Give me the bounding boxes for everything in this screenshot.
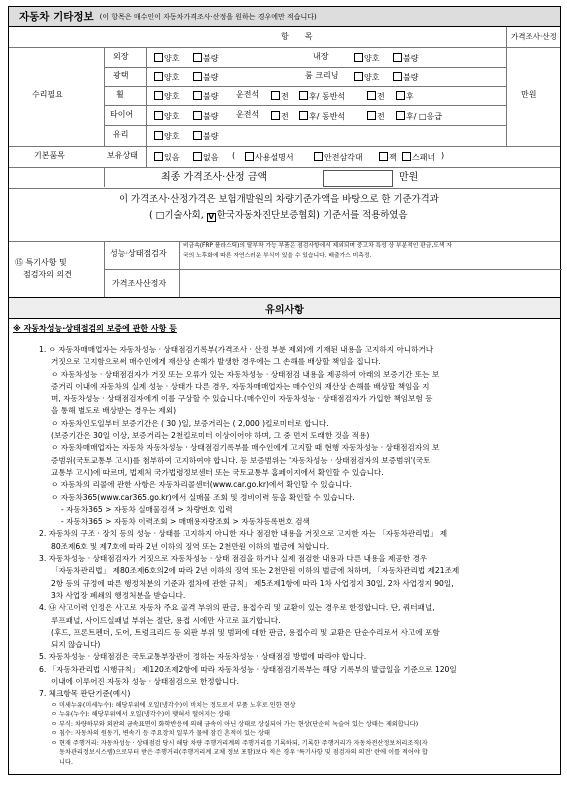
close-paren: ) (441, 151, 445, 160)
interior-label: 내장 (313, 52, 329, 61)
check-mark-icon: V (208, 213, 214, 221)
notice-item: 5. 자동차성능 · 상태점검은 국토교통부장관이 정하는 자동차성능 · 상태점검 방법에 따라야 합니다. (39, 652, 367, 662)
checkbox-icon (396, 111, 405, 120)
checkbox-icon (271, 111, 280, 120)
spanner-option[interactable]: 스패너 (402, 152, 435, 162)
repair-unit: 만원 (521, 90, 537, 99)
notice-item: 3. 자동차성능 · 상태점검자가 거짓으로 자동차성능 · 상태 점검을 하거나 실제 점검한 내용과 다른 내용을 제공한 경우 (39, 554, 428, 564)
checkbox-icon (193, 152, 202, 161)
notice-subtitle: ※ 자동차성능·상태점검의 보증에 관한 사항 등 (13, 324, 177, 333)
checkbox-icon (154, 111, 163, 120)
tire-driver-front-option[interactable]: 전 (271, 111, 289, 121)
gloss-label: 광택 (113, 71, 129, 80)
notice-item: 3차 사업장 폐쇄의 행정처분을 받습니다. (51, 590, 186, 600)
notice-item: 증거리 이내에 자동차의 실제 성능 · 상태가 다른 경우, 자동차매매업자는 매수인의 재산상 손해를 배상할 책임을 지 (51, 381, 430, 391)
wheel-driver-label: 운전석 (236, 90, 260, 99)
notice-item: 2항 등의 규정에 따른 행정처분의 기준과 절차에 관한 규칙」 제5조제1항에 따라 1차 사업정지 30일, 2차 사업정지 90일, (51, 578, 454, 588)
glass-bad-option[interactable]: 불량 (193, 131, 218, 141)
checkbox-icon (154, 152, 163, 161)
criteria-item: ㅇ 현재 주행거리: 자동차성능 · 상태점검 당시 해당 차량 주행거리계의 주행거리를 기록하되, 기록한 주행거리가 자동차전산정보처리조직(자 (51, 739, 428, 747)
notice-item: 루프패널, 사이드실패널 부위는 절단, 용접 시에만 사고로 표기합니다. (51, 615, 281, 625)
checkbox-icon (193, 91, 202, 100)
notice-item: ㅇ 자동차성능 · 상태점검자가 거짓 또는 오류가 있는 자동차성능 · 상태점검 내용을 제공하여 아래의 보증기간 또는 보 (51, 369, 440, 379)
checkbox-icon (402, 152, 411, 161)
wheel-driver-rear-option[interactable]: 후/ 동반석 (299, 91, 345, 101)
price-header: 가격조사·산정 (511, 32, 557, 41)
notice-item: ㅇ 자동차인도일부터 보증기간은 ( 30 )일, 보증거리는 ( 2,000 )킬로미터로 합니다. (51, 418, 329, 428)
glass-label: 유리 (113, 130, 129, 139)
checkbox-icon (154, 53, 163, 62)
notice-item: 며, 자동차성능 · 상태점검자에게 이를 구상할 수 있습니다.(매수인이 자동차성능 · 상태점검자가 가입한 책임보험 등 (51, 394, 433, 404)
total-price-input[interactable] (323, 170, 393, 187)
criteria-item: ㅇ 미세누유(미세누수): 해당부위에 오일(냉각수)이 비치는 정도로서 부품 노후로 인한 현상 (51, 701, 296, 709)
room-bad-option[interactable]: 불량 (393, 72, 418, 82)
wheel-driver-front-option[interactable]: 전 (271, 91, 289, 101)
jack-option[interactable]: 잭 (379, 152, 397, 162)
notice-item: ㅇ 자동차매매업자는 자동차 자동차성능 · 상태점검기록부를 매수인에게 고지할 때 현행 자동차성능 · 상태점검자의 보 (51, 443, 440, 453)
inspector-opinion-line-1: 비금속(FRP 플라스틱)의 탈부착 가능 부품은 점검사항에서 제외되며 중고차 특성 상 부분적인 판금,도색 자 (183, 243, 452, 249)
notice-item: (보증기간은 30일 이상, 보증거리는 2천킬로미터 이상이어야 하며, 그 중 먼저 도래한 것을 적용) (51, 431, 370, 441)
opinion-label-1: ⑮ 특기사항 및 (15, 258, 67, 267)
tire-driver-rear-option[interactable]: 후/ 동반석 (299, 111, 345, 121)
checkbox-icon (154, 91, 163, 100)
notice-list (13, 344, 556, 767)
checkbox-icon (154, 131, 163, 140)
notice-item: - 자동차365 > 자동차 실매물검색 > 차량번호 입력 (61, 504, 233, 514)
open-paren: ( (232, 151, 236, 160)
notice-item: 거짓으로 고지함으로써 매수인에게 재산상 손해가 발생한 경우에는 그 손해를 배상할 책임을 집니다. (51, 357, 381, 367)
criteria-item: 니다. (59, 758, 73, 766)
gloss-bad-option[interactable]: 불량 (193, 72, 218, 82)
notice-item: 증범위(국토교통부 고시)를 첨부하여 고지하여야 합니다. 등 보증범위는 '자동차성능 · 상태점검자의 보증범위'(국토 (51, 455, 431, 465)
checkbox-icon (245, 152, 254, 161)
notice-item: 이내에 이루어진 자동차 성능 · 상태점검으로 한정합니다. (51, 677, 240, 687)
checkbox-icon (271, 91, 280, 100)
notice-body (9, 319, 560, 774)
exterior-bad-option[interactable]: 불량 (193, 53, 218, 63)
criteria-item: ㅇ 누유(누수): 해당부위에서 오일(냉각수)이 맺혀서 떨어지는 상태 (51, 711, 230, 719)
notice-item: 7. 체크항목 판단기준(예시) (39, 689, 131, 699)
notice-item: 교통부 고시)에 따르며, 법제처 국가법령정보센터 또는 국토교통부 홈페이지에서 확인할 수 있습니다. (51, 467, 384, 477)
tire-bad-option[interactable]: 불량 (193, 111, 218, 121)
notice-item: 4. ㉯ 사고이력 인정은 사고로 자동차 주요 골격 부위의 판금, 용접수리 및 교환이 있는 경우로 한정합니다. 단, 쿼터패널, (39, 603, 435, 613)
checkbox-icon (193, 72, 202, 81)
notice-item: 80조제6호 및 제7호에 따라 2년 이하의 징역 또는 2천만원 이하의 벌금에 처합니다. (51, 541, 330, 551)
interior-bad-option[interactable]: 불량 (393, 53, 418, 63)
checkbox-icon (193, 53, 202, 62)
basic-items-label: 기본품목 (34, 151, 65, 160)
notice-item: ㅇ 자동차365(www.car365.go.kr)에서 실매물 조회 및 정비이력 등을 확인할 수 있습니다. (51, 492, 355, 502)
inspector-opinion-line-2: 국의 노후화에 따른 자연스러운 부식이 있을 수 있습니다. 배출가스 미측정. (183, 253, 372, 259)
section-header (9, 7, 560, 27)
section-title: 자동차 기타정보 (19, 11, 94, 23)
notice-item: (후드, 프론트펜더, 도어, 트렁크리드 등 외판 부위 및 범퍼에 대한 판금, 용접수리 및 교환은 단순수리로서 사고에 포함 (51, 627, 440, 637)
none-option[interactable]: 없음 (193, 152, 218, 162)
holding-status-label: 보유상태 (107, 151, 138, 160)
notice-item: 1. ㅇ 자동차매매업자는 자동차성능 · 상태점검기록부(가격조사 · 산정 부분 제외)에 기재된 내용을 고지하지 아니하거나 (39, 345, 434, 354)
notice-item: 되지 않습니다) (51, 640, 101, 650)
basis-line-1: 이 가격조사·산정가격은 보험개발원의 차량기준가액을 바탕으로 한 기준가격과 (119, 194, 439, 205)
exterior-good-option[interactable]: 양호 (154, 53, 179, 63)
checkbox-icon (393, 72, 402, 81)
wheel-label: 휠 (116, 90, 124, 99)
tire-passenger-rear-option[interactable]: 후/ □응급 (396, 111, 442, 121)
wheel-passenger-rear-option[interactable]: 후 (396, 91, 414, 101)
notice-item: 「자동차관리법」 제80조제6호의2에 따라 2년 이하의 징역 또는 2천만원 이하의 벌금에 처하며, 「자동차관리법 제21조제 (51, 566, 460, 576)
total-price-label: 최종 가격조사·산정 금액 (161, 172, 268, 183)
checkbox-icon (193, 111, 202, 120)
checkbox-icon (367, 111, 376, 120)
criteria-item: ㅇ 침수: 자동차의 원동기, 변속기 등 주요장치 일부가 물에 잠긴 흔적이 있는 상태 (51, 730, 270, 738)
interior-good-option[interactable]: 양호 (354, 53, 379, 63)
manual-option[interactable]: 사용설명서 (245, 152, 294, 162)
criteria-item: 동차관리정보시스템)으로부터 받은 주행거리(주행거리계 교체 정보 포함)보다 적은 경우 '특기사항 및 점검자의 의견' 란에 이를 적어야 합 (59, 749, 428, 757)
notice-title: 유의사항 (9, 298, 560, 319)
checkbox-icon (367, 91, 376, 100)
opinion-label-2: 점검자의 의견 (23, 270, 72, 279)
checkbox-icon (354, 53, 363, 62)
repair-label: 수리필요 (32, 90, 63, 99)
glass-good-option[interactable]: 양호 (154, 131, 179, 141)
wheel-bad-option[interactable]: 불량 (193, 91, 218, 101)
price-inspection-grid (9, 27, 560, 298)
wheel-good-option[interactable]: 양호 (154, 91, 179, 101)
checkbox-icon (396, 91, 405, 100)
wheel-passenger-front-option[interactable]: 전 (367, 91, 385, 101)
has-option[interactable]: 있음 (154, 152, 179, 162)
checkbox-icon (379, 152, 388, 161)
appraiser-label: 가격조사산정자 (112, 279, 167, 288)
notice-item: 을 통해 별도로 배상받는 경우는 제외) (51, 406, 177, 416)
checkbox-icon (393, 53, 402, 62)
tire-driver-label: 운전석 (236, 110, 260, 119)
notice-item: - 자동차365 > 자동차 이력조회 > 매매용자량조회 > 자동차등록번호 검색 (61, 517, 310, 527)
tire-passenger-front-option[interactable]: 전 (367, 111, 385, 121)
exterior-label: 외장 (113, 52, 129, 61)
section-note: (이 항목은 매수인이 자동차가격조사·산정을 원하는 경우에만 적습니다) (99, 12, 317, 21)
checkbox-icon (354, 72, 363, 81)
notice-item: 6. 「자동차관리법 시행규칙」 제120조제2항에 따라 자동차성능 · 상태점검기록부는 해당 기록부의 발급일을 기준으로 120일 (39, 664, 457, 674)
gloss-good-option[interactable]: 양호 (154, 72, 179, 82)
notice-item: ㅇ 자동차의 리콜에 관한 사항은 자동차리콜센터(www.car.go.kr)에서 확인할 수 있습니다. (51, 480, 352, 490)
room-cleaning-label: 룸 크리닝 (305, 71, 339, 80)
checkbox-icon (299, 111, 308, 120)
triangle-option[interactable]: 안전삼각대 (314, 152, 363, 162)
items-header: 항 목 (281, 32, 313, 41)
inspector-label: 성능·상태점검자 (110, 249, 167, 258)
tire-label: 타이어 (110, 110, 134, 119)
criteria-item: ㅇ 부식: 차량하부와 외판의 금속표면이 화학반응에 의해 금속이 아닌 상태로 상실되어 가는 현상(단순히 녹슬어 있는 상태는 제외합니다) (51, 720, 419, 728)
tire-good-option[interactable]: 양호 (154, 111, 179, 121)
notice-item: 2. 자동차의 구조 · 장치 등의 성능 · 상태를 고지하지 아니한 자나 점검한 내용을 거짓으로 고지한 자는 「자동차관리법」 제 (39, 529, 448, 539)
checkbox-icon (154, 72, 163, 81)
car-other-info-document (8, 6, 561, 775)
total-price-unit: 만원 (399, 172, 419, 183)
basis-line-2: ( □기술사회, V 한국자동차진단보증협회) 기준서를 적용하였음 (149, 210, 408, 221)
checkbox-icon (314, 152, 323, 161)
room-good-option[interactable]: 양호 (354, 72, 379, 82)
checkbox-icon (299, 91, 308, 100)
checkbox-icon (193, 131, 202, 140)
